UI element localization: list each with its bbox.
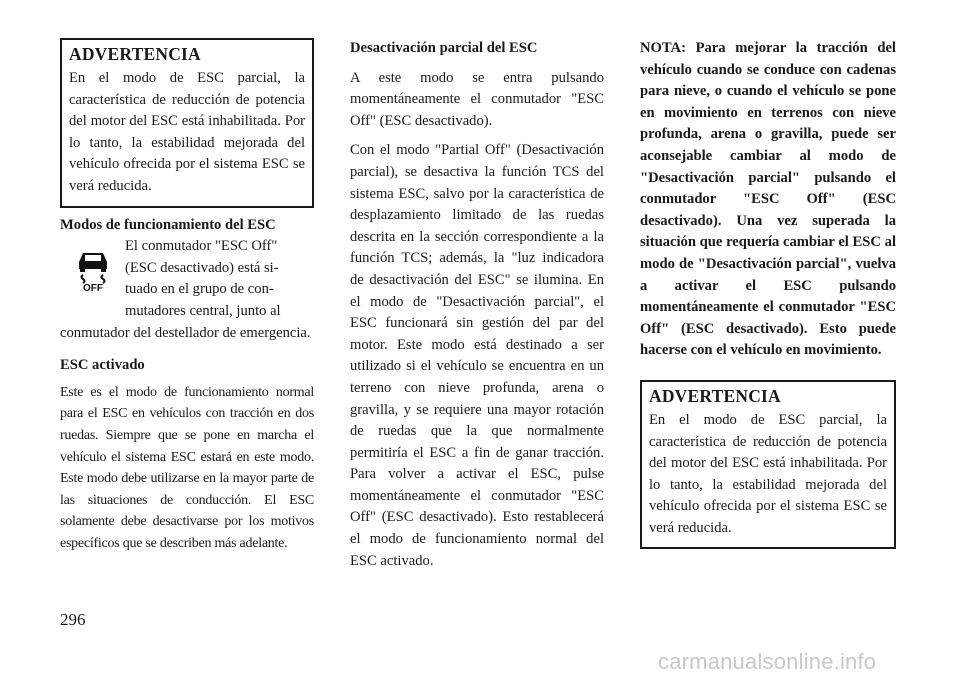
esc-para-line-4: mutadores central, junto al [125,302,281,319]
esc-active-heading: ESC activado [60,357,145,374]
warning-text-2: En el modo de ESC parcial, la característica de reducción de potencia del motor del ESC está inhabilitada. Por lo tanto, la estabilidad mejorada del vehículo ofrecida por el sistema ESC se verá reducida. [649,411,887,536]
esc-para-line-2: (ESC desactivado) está si- [125,259,279,276]
partial-off-heading: Desactivación parcial del ESC [350,40,538,56]
warning-text: En el modo de ESC parcial, la característica de reducción de potencia del motor del ESC está inhabilitada. Por lo tanto, la estabilidad mejorada del vehículo ofrecida por el sistema ESC se verá reducida. [69,70,305,194]
warning-box-2 [640,380,896,550]
middle-column [350,38,604,572]
right-column [640,38,896,549]
left-column [60,38,314,554]
esc-para-rest: conmutador del destellador de emergencia. [60,324,311,341]
warning-title: ADVERTENCIA [69,44,201,64]
esc-off-section [60,236,314,344]
partial-off-description: Con el modo "Partial Off" (Desactivación parcial), se desactiva la función TCS del sistema ESC, salvo por la característica de desplazamiento limitado de las ruedas descrita en la sección correspondiente a la función TCS; además, la "luz indicadora de desactivación del ESC" se ilumina. En el modo de "Desactivación parcial", el ESC funcionará sin gestión del par del motor. Este modo está destinado a ser utilizado si el vehículo se encuentra en un terreno con nieve profunda, arena o gravilla, y se requiere una mayor rotación de ruedas que la que normalmente permitiría el ESC a fin de ganar tracción. Para volver a activar el ESC, pulse momentáneamente el conmutador "ESC Off" (ESC desactivado). Esto restablecerá el modo de funcionamiento normal del ESC activado. [350,142,604,569]
esc-off-icon [74,248,112,292]
warning-title-2: ADVERTENCIA [649,385,781,406]
traction-note: NOTA: Para mejorar la tracción del vehículo cuando se conduce con cadenas para nieve, o cuando el vehículo se pone en movimiento en terrenos con nieve profunda, arena o gravilla, puede ser aconsejable cambiar al modo de "Desactivación parcial" pulsando el conmutador "ESC Off" (ESC desactivado). Una vez superada la situación que requería cambiar el ESC al modo de "Desactivación parcial", vuelva a activar el ESC pulsando momentáneamente el conmutador "ESC Off" (ESC desactivado). Esto puede hacerse con el vehículo en movimiento. [640,40,896,359]
esc-off-icon-label: OFF [83,283,103,293]
watermark: carmanualsonline.info [658,649,877,674]
esc-para-line-1: El conmutador "ESC Off" [125,238,278,255]
partial-off-intro: A este modo se entra pulsando momentáneamente el conmutador "ESC Off" (ESC desactivado). [350,69,604,129]
esc-active-text: Este es el modo de funcionamiento normal para el ESC en vehículos con tracción en dos ruedas. Siempre que se pone en marcha el vehículo el sistema ESC estará en este modo. Este modo debe utilizarse en la mayor parte de las situaciones de conducción. El ESC solamente debe desactivarse por los motivos específicos que se describen más adelante. [60,384,314,551]
modes-heading: Modos de funcionamiento del ESC [60,216,276,233]
warning-box [60,38,314,208]
esc-para-line-3: tuado en el grupo de con- [125,281,274,298]
page-number: 296 [60,610,86,629]
